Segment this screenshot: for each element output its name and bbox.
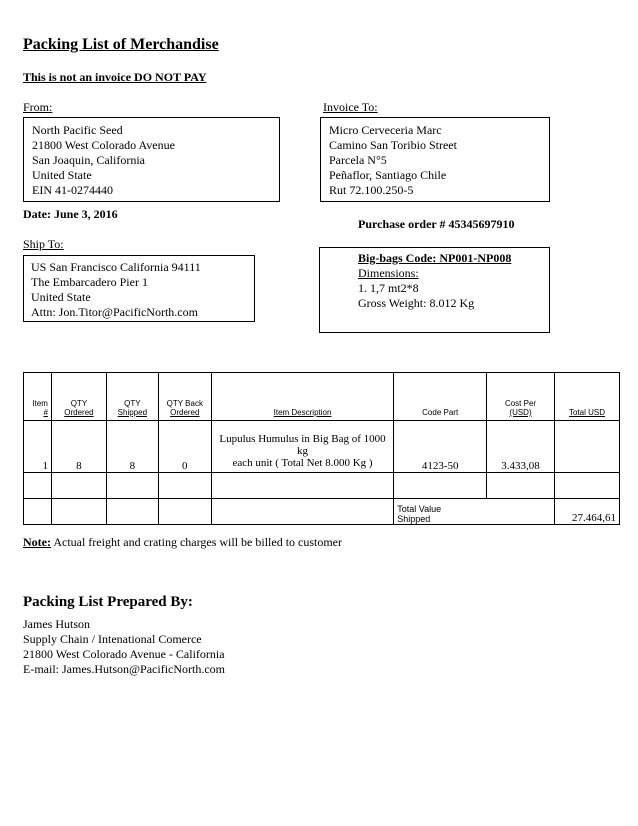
cell-back: 0 xyxy=(158,421,211,473)
header-qty-shipped: QTY Shipped xyxy=(106,373,158,421)
prepared-by-block xyxy=(23,617,225,677)
prepared-line: 21800 West Colorado Avenue - California xyxy=(23,647,225,661)
from-line: North Pacific Seed xyxy=(32,123,123,137)
header-code-part: Code Part xyxy=(394,373,487,421)
header-qty-ordered: QTY Ordered xyxy=(51,373,106,421)
prepared-line: E-mail: James.Hutson@PacificNorth.com xyxy=(23,662,226,676)
total-value-label: Total Value Shipped xyxy=(394,499,555,525)
cell-item: 1 xyxy=(24,421,52,473)
prepared-by-title: Packing List Prepared By: xyxy=(23,594,193,610)
note xyxy=(23,535,342,550)
invoice-to-address-box xyxy=(320,117,550,202)
invoice-to-line: Micro Cerveceria Marc xyxy=(329,123,442,137)
header-total: Total USD xyxy=(554,373,619,421)
purchase-order: Purchase order # 45345697910 xyxy=(358,217,515,231)
ship-to-label: Ship To: xyxy=(23,237,64,251)
header-item-description: Item Description xyxy=(211,373,394,421)
ship-to-address-box xyxy=(23,255,255,322)
invoice-to-label: Invoice To: xyxy=(323,100,378,114)
invoice-to-line: Parcela N°5 xyxy=(329,153,387,167)
ship-to-line: United State xyxy=(31,290,91,304)
invoice-to-line: Peñaflor, Santiago Chile xyxy=(329,168,447,182)
dimensions-label: Dimensions: xyxy=(358,266,419,280)
prepared-line: Supply Chain / Intenational Comerce xyxy=(23,632,202,646)
header-cost: Cost Per (USD) xyxy=(487,373,555,421)
note-text: Actual freight and crating charges will be billed to customer xyxy=(50,535,343,549)
ship-to-line: The Embarcadero Pier 1 xyxy=(31,275,148,289)
cell-description: Lupulus Humulus in Big Bag of 1000 kg each unit ( Total Net 8.000 Kg ) xyxy=(211,421,394,473)
note-label: Note: xyxy=(23,535,51,549)
from-line: San Joaquin, California xyxy=(32,153,145,167)
items-table xyxy=(23,372,620,525)
invoice-notice: This is not an invoice DO NOT PAY xyxy=(23,70,207,84)
table-row xyxy=(24,473,620,499)
header-item: Item # xyxy=(24,373,52,421)
cell-code-part: 4123-50 xyxy=(394,421,487,473)
ship-to-line: Attn: Jon.Titor@PacificNorth.com xyxy=(31,305,198,319)
table-header-row xyxy=(24,373,620,421)
total-amount: 27.464,61 xyxy=(554,499,619,525)
from-line: 21800 West Colorado Avenue xyxy=(32,138,175,152)
invoice-to-line: Camino San Toribio Street xyxy=(329,138,457,152)
from-address-box xyxy=(23,117,280,202)
document-date: Date: June 3, 2016 xyxy=(23,207,118,221)
prepared-line: James Hutson xyxy=(23,617,90,631)
header-qty-back: QTY Back Ordered xyxy=(158,373,211,421)
table-row xyxy=(24,421,620,473)
cell-cost: 3.433,08 xyxy=(487,421,555,473)
from-line: United State xyxy=(32,168,92,182)
total-row xyxy=(24,499,620,525)
gross-weight: Gross Weight: 8.012 Kg xyxy=(358,296,475,310)
cell-ordered: 8 xyxy=(51,421,106,473)
bigbags-box xyxy=(319,247,550,333)
cell-total xyxy=(554,421,619,473)
invoice-to-line: Rut 72.100.250-5 xyxy=(329,183,414,197)
ship-to-line: US San Francisco California 94111 xyxy=(31,260,201,274)
document-title: Packing List of Merchandise xyxy=(23,36,219,53)
bigbags-code: Big-bags Code: NP001-NP008 xyxy=(358,251,512,265)
from-label: From: xyxy=(23,100,53,114)
dimension-line: 1. 1,7 mt2*8 xyxy=(358,281,419,295)
from-line: EIN 41-0274440 xyxy=(32,183,113,197)
cell-shipped: 8 xyxy=(106,421,158,473)
